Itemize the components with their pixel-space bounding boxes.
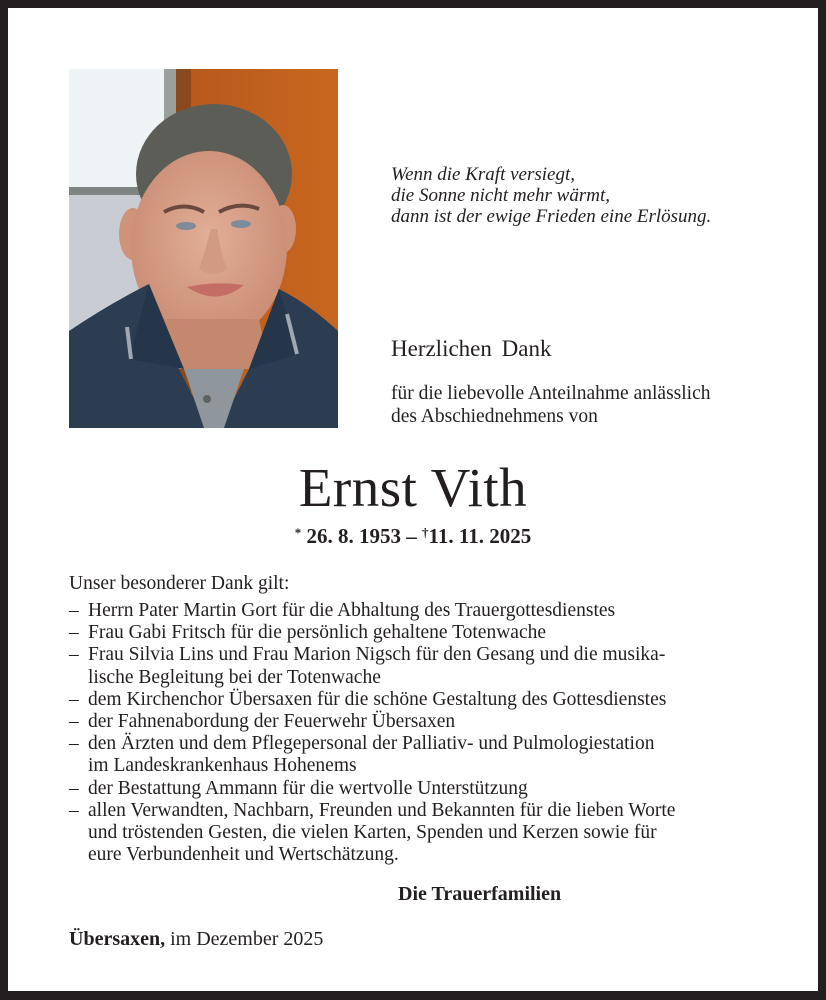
death-date: 11. 11. 2025 [428,524,532,548]
portrait-photo [69,69,338,428]
list-item-line: und tröstenden Gesten, die vielen Karten, Spenden und Kerzen sowie für [88,822,657,844]
list-item [69,733,769,777]
birth-star-icon: * [294,525,302,540]
quote-line: dann ist der ewige Frieden eine Erlösung. [391,206,712,227]
footer-date: im Dezember 2025 [170,928,324,950]
acknowledgements-list [69,600,769,866]
place-and-date [69,928,323,951]
list-item-line: der Fahnenabordung der Feuerwehr Übersaxen [88,711,456,733]
list-item [69,644,769,688]
list-item [69,622,769,644]
list-item-line: Frau Silvia Lins und Frau Marion Nigsch für den Gesang und die musika- [88,644,666,666]
death-cross-icon: † [422,525,429,540]
thanks-subtitle-line: für die liebevolle Anteilnahme anlässlich [391,383,711,404]
list-item-line: der Bestattung Ammann für die wertvolle Unterstützung [88,777,528,799]
list-item [69,711,769,733]
dash-bullet: – [69,600,79,621]
list-item-line: dem Kirchenchor Übersaxen für die schöne Gestaltung des Gottesdienstes [88,688,667,710]
list-item [69,800,769,867]
dash-bullet: – [69,777,79,799]
signature: Die Trauerfamilien [398,883,562,905]
dash-bullet: – [69,622,79,644]
list-item [69,600,769,622]
dash-bullet: – [69,688,79,710]
dash-bullet: – [69,733,79,755]
thanks-subtitle-line: des Abschiednehmens von [391,406,598,427]
list-item [69,689,769,711]
date-separator: – [406,524,417,548]
obituary-card [8,8,818,991]
dash-bullet: – [69,644,79,666]
quote-line: die Sonne nicht mehr wärmt, [391,185,611,206]
quote-line: Wenn die Kraft versiegt, [391,164,575,185]
dash-bullet: – [69,711,79,733]
list-item-line: den Ärzten und dem Pflegepersonal der Palliativ- und Pulmologiestation [88,733,655,755]
list-item-line: Frau Gabi Fritsch für die persönlich gehaltene Totenwache [88,622,547,644]
list-item-line: Herrn Pater Martin Gort für die Abhaltung des Trauergottesdienstes [88,600,616,621]
list-item-line: lische Begleitung bei der Totenwache [88,666,381,688]
thanks-subtitle [391,382,710,428]
place-name: Übersaxen, [69,928,166,950]
list-item [69,778,769,800]
birth-date: 26. 8. 1953 [306,524,402,548]
list-item-line: im Landeskrankenhaus Hohenems [88,755,357,777]
memorial-quote [391,164,711,227]
thanks-heading: Herzlichen Dank [391,336,552,361]
list-item-line: eure Verbundenheit und Wertschätzung. [88,844,399,866]
dash-bullet: – [69,799,79,821]
life-dates [8,524,818,549]
list-item-line: allen Verwandten, Nachbarn, Freunden und Bekannten für die lieben Worte [88,799,676,821]
acknowledgements-intro: Unser besonderer Dank gilt: [69,573,290,594]
deceased-name: Ernst Vith [298,457,528,518]
